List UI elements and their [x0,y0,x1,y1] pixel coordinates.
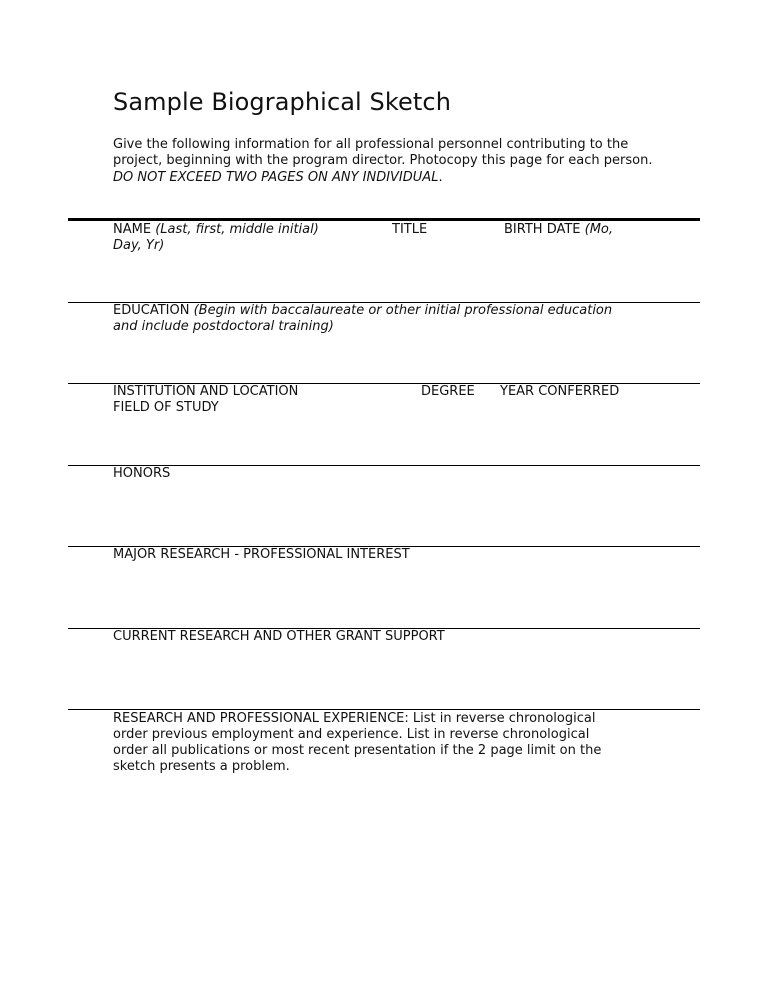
education-label: EDUCATION [113,303,194,318]
page-title: Sample Biographical Sketch [113,88,452,116]
name-label: NAME [113,222,156,237]
degree-field-label: DEGREE [421,384,475,399]
experience-line-4: sketch presents a problem. [113,759,290,774]
name-field-label [113,222,319,238]
instructions-text: Give the following information for all professional personnel contributing to the project, beginning with the program director. Photocopy this page for each person. [113,137,653,169]
institution-field-label: INSTITUTION AND LOCATION [113,384,299,399]
name-hint: (Last, first, middle initial) [155,222,319,237]
experience-line-3: order all publications or most recent presentation if the 2 page limit on the [113,743,602,758]
birth-date-hint-line2: Day, Yr) [113,238,165,253]
major-research-field-label: MAJOR RESEARCH - PROFESSIONAL INTEREST [113,547,410,562]
section-divider-experience [68,709,700,710]
field-of-study-label: FIELD OF STUDY [113,400,219,415]
instructions-paragraph [113,137,653,186]
experience-line-2: order previous employment and experience. List in reverse chronological [113,727,590,742]
experience-line-1: RESEARCH AND PROFESSIONAL EXPERIENCE: List in reverse chronological [113,711,596,726]
honors-field-label: HONORS [113,466,171,481]
section-divider-top [68,218,700,221]
birth-date-hint: (Mo, [584,222,614,237]
instructions-period: . [438,169,443,185]
current-research-field-label: CURRENT RESEARCH AND OTHER GRANT SUPPORT [113,629,445,644]
education-field-label [113,303,612,319]
birth-date-field-label [504,222,613,238]
birth-date-hint-continued [113,238,164,254]
year-conferred-field-label: YEAR CONFERRED [500,384,620,399]
education-hint: (Begin with baccalaureate or other initial professional education [193,303,613,318]
education-hint-line2: and include postdoctoral training) [113,319,334,334]
page-limit-warning: DO NOT EXCEED TWO PAGES ON ANY INDIVIDUAL [113,169,439,185]
birth-date-label: BIRTH DATE [504,222,585,237]
education-hint-continued [113,319,334,335]
title-field-label: TITLE [392,222,428,237]
